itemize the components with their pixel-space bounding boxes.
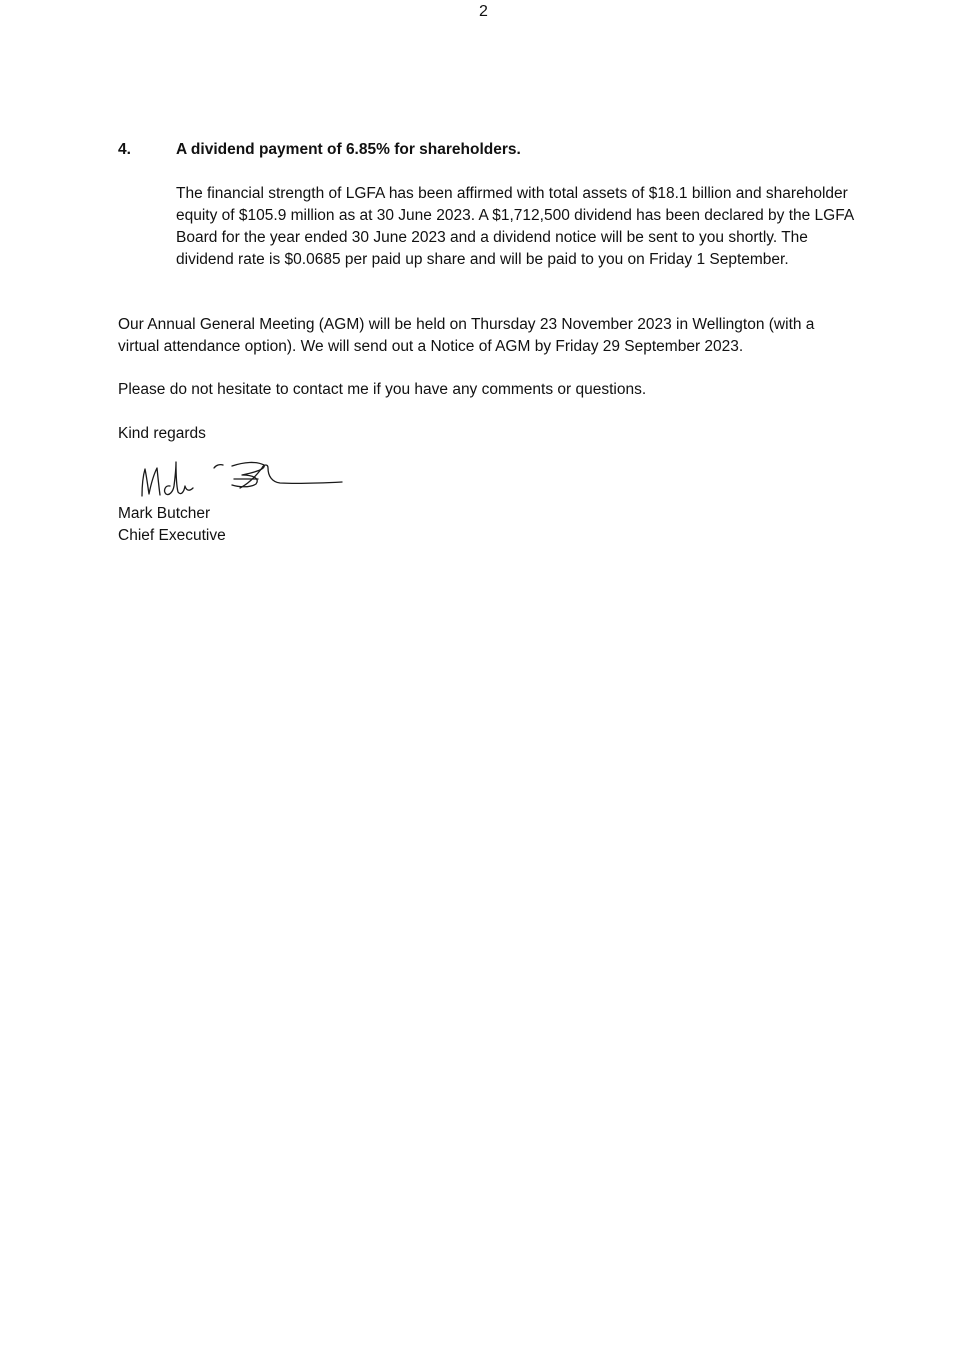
signature-image <box>136 452 348 502</box>
section-number: 4. <box>118 141 131 158</box>
signatory-block <box>118 503 226 547</box>
agm-paragraph: Our Annual General Meeting (AGM) will be held on Thursday 23 November 2023 in Wellington (with a virtual attendance option). We will send out a Notice of AGM by Friday 29 September 2023. <box>118 316 815 355</box>
page-number: 2 <box>479 3 488 20</box>
contact-paragraph: Please do not hesitate to contact me if you have any comments or questions. <box>118 381 647 398</box>
section-heading <box>118 139 878 161</box>
signatory-name: Mark Butcher <box>118 505 211 522</box>
closing-line: Kind regards <box>118 425 206 442</box>
section-title: A dividend payment of 6.85% for shareholders. <box>176 141 521 158</box>
section-body: The financial strength of LGFA has been affirmed with total assets of $18.1 billion and shareholder equity of $105.9 million as at 30 June 2023. A $1,712,500 dividend has been declared by the LGFA Board for the year ended 30 June 2023 and a dividend notice will be sent to you shortly. The dividend rate is $0.0685 per paid up share and will be paid to you on Friday 1 September. <box>176 185 854 268</box>
section-4 <box>118 139 878 271</box>
signatory-title: Chief Executive <box>118 527 226 544</box>
